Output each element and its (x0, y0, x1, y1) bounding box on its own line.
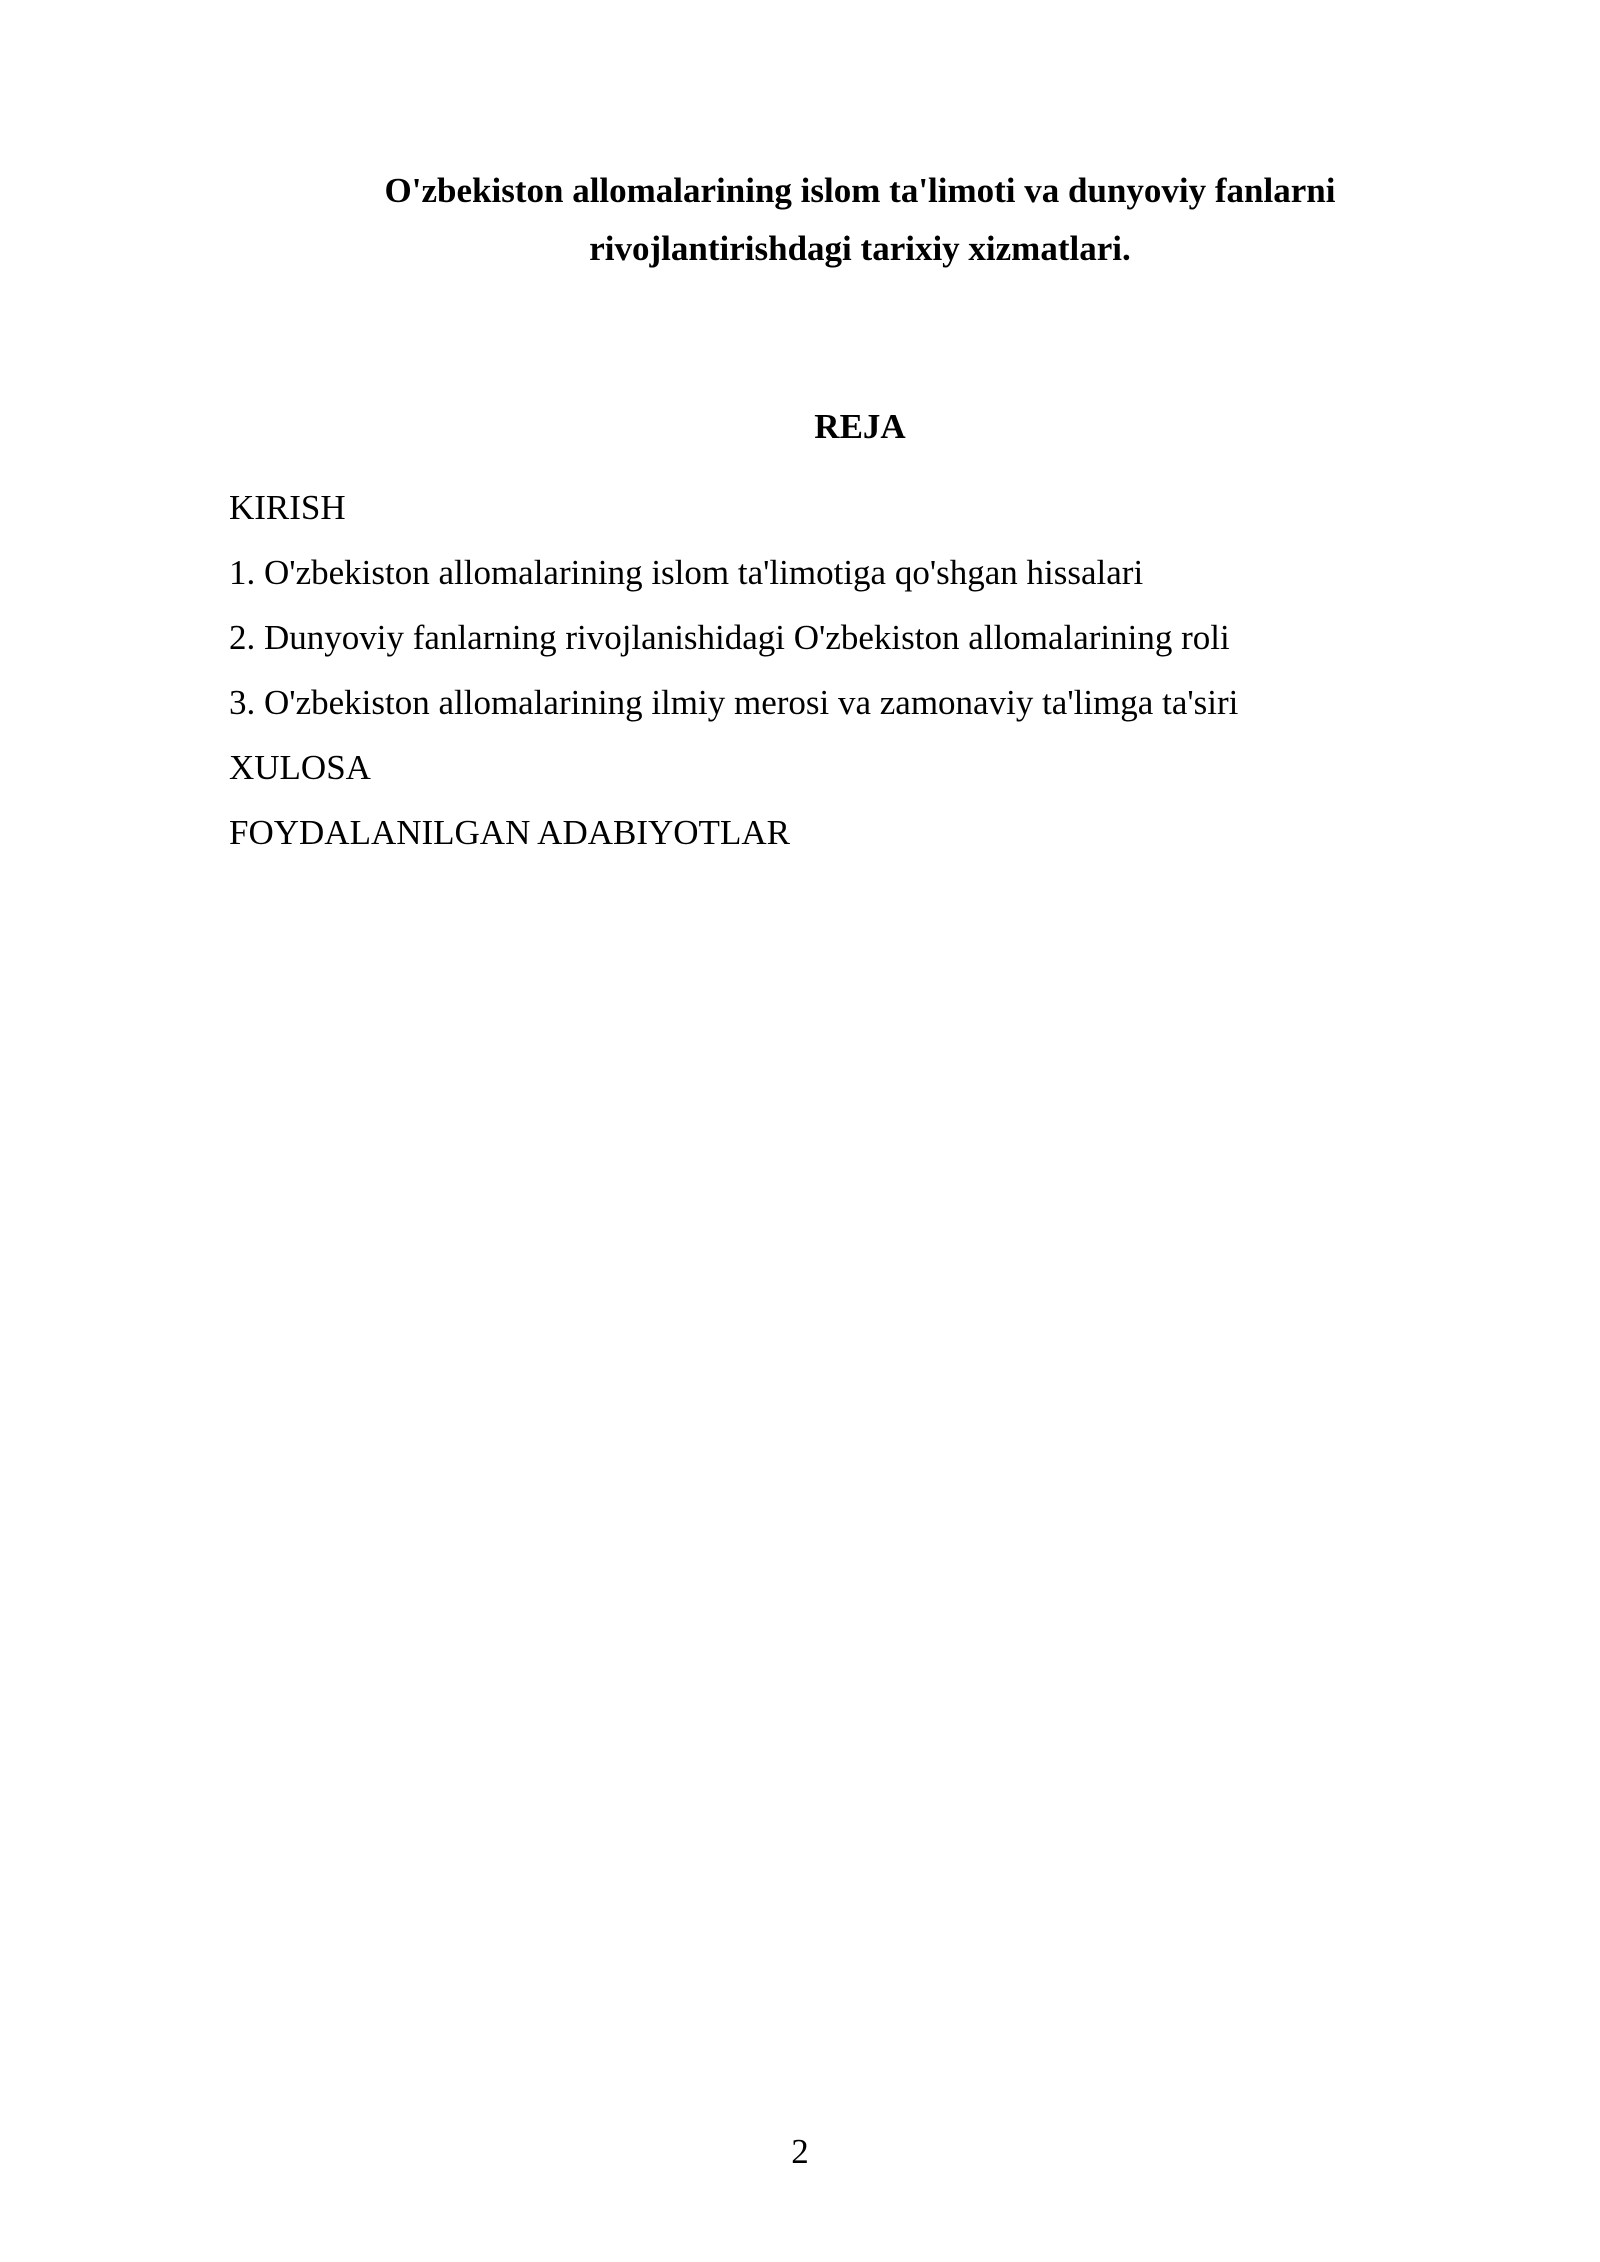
plan-item-introduction: KIRISH (229, 488, 346, 527)
plan-item-2: 2. Dunyoviy fanlarning rivojlanishidagi O'zbekiston allomalarining roli (229, 618, 1230, 657)
plan-item-1: 1. O'zbekiston allomalarining islom ta'limotiga qo'shgan hissalari (229, 553, 1144, 592)
plan-heading: REJA (814, 407, 906, 446)
plan-list (229, 475, 1429, 865)
document-title-line-1: O'zbekiston allomalarining islom ta'limoti va dunyoviy fanlarni (384, 171, 1336, 210)
plan-item-conclusion: XULOSA (229, 748, 371, 787)
page-number: 2 (791, 2132, 809, 2171)
plan-item-references: FOYDALANILGAN ADABIYOTLAR (229, 813, 790, 852)
document-title (300, 162, 1420, 278)
document-title-line-2: rivojlantirishdagi tarixiy xizmatlari. (589, 229, 1131, 268)
plan-item-3: 3. O'zbekiston allomalarining ilmiy merosi va zamonaviy ta'limga ta'siri (229, 683, 1239, 722)
